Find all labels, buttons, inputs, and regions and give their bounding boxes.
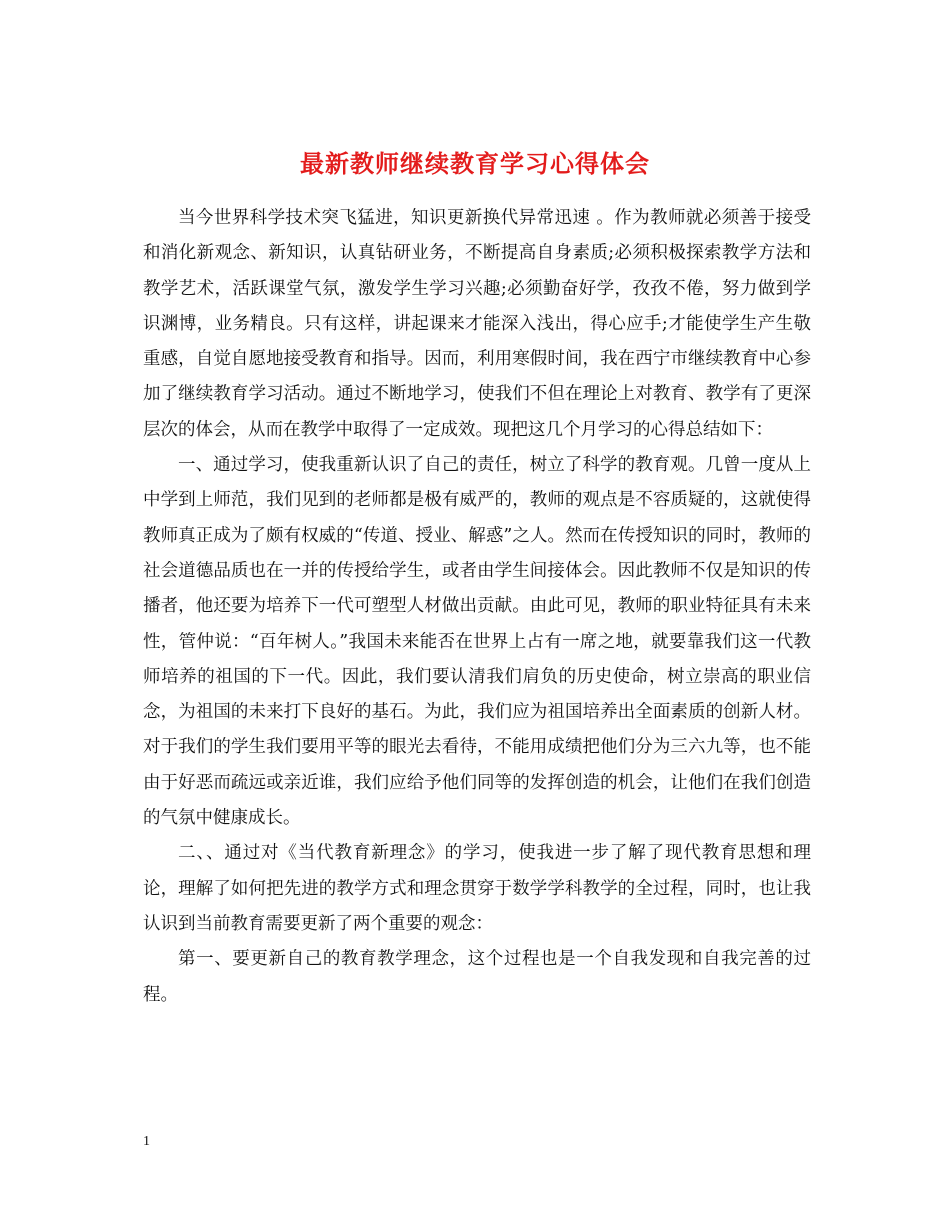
paragraph-section-two: 二、、通过对《当代教育新理念》的学习，使我进一步了解了现代教育思想和理论，理解了如何把先进的教学方式和理念贯穿于数学学科教学的全过程，同时，也让我认识到当前教育需要更新了两个重要的观念： — [143, 843, 811, 934]
paragraph-section-one: 一、通过学习，使我重新认识了自己的责任，树立了科学的教育观。几曾一度从上中学到上师范，我们见到的老师都是极有威严的，教师的观点是不容质疑的，这就使得教师真正成为了颇有权威的“传道、授业、解惑”之人。然而在传授知识的同时，教师的社会道德品质也在一并的传授给学生，或者由学生间接体会。因此教师不仅是知识的传播者，他还要为培养下一代可塑型人材做出贡献。由此可见，教师的职业特征具有未来性，管仲说：“百年树人。”我国未来能否在世界上占有一席之地，就要靠我们这一代教师培养的祖国的下一代。因此，我们要认清我们肩负的历史使命，树立崇高的职业信念，为祖国的未来打下良好的基石。为此，我们应为祖国培养出全面素质的创新人材。对于我们的学生我们要用平等的眼光去看待，不能用成绩把他们分为三六九等，也不能由于好恶而疏远或亲近谁，我们应给予他们同等的发挥创造的机会，让他们在我们创造的气氛中健康成长。 — [143, 455, 811, 829]
document-title: 最新教师继续教育学习心得体会 — [300, 149, 650, 179]
page-number: 1 — [143, 1134, 150, 1149]
paragraph-point-one: 第一、要更新自己的教育教学理念，这个过程也是一个自我发现和自我完善的过程。 — [143, 949, 811, 1005]
paragraph-intro: 当今世界科学技术突飞猛进，知识更新换代异常迅速 。作为教师就必须善于接受和消化新观念、新知识，认真钻研业务，不断提高自身素质;必须积极探索教学方法和教学艺术，活跃课堂气氛，激发学生学习兴趣;必须勤奋好学，孜孜不倦，努力做到学识渊博，业务精良。只有这样，讲起课来才能深入浅出，得心应手;才能使学生产生敬重感，自觉自愿地接受教育和指导。因而，利用寒假时间，我在西宁市继续教育中心参加了继续教育学习活动。通过不断地学习，使我们不但在理论上对教育、教学有了更深层次的体会，从而在教学中取得了一定成效。现把这几个月学习的心得总结如下： — [143, 208, 811, 440]
document-body — [143, 201, 811, 1013]
